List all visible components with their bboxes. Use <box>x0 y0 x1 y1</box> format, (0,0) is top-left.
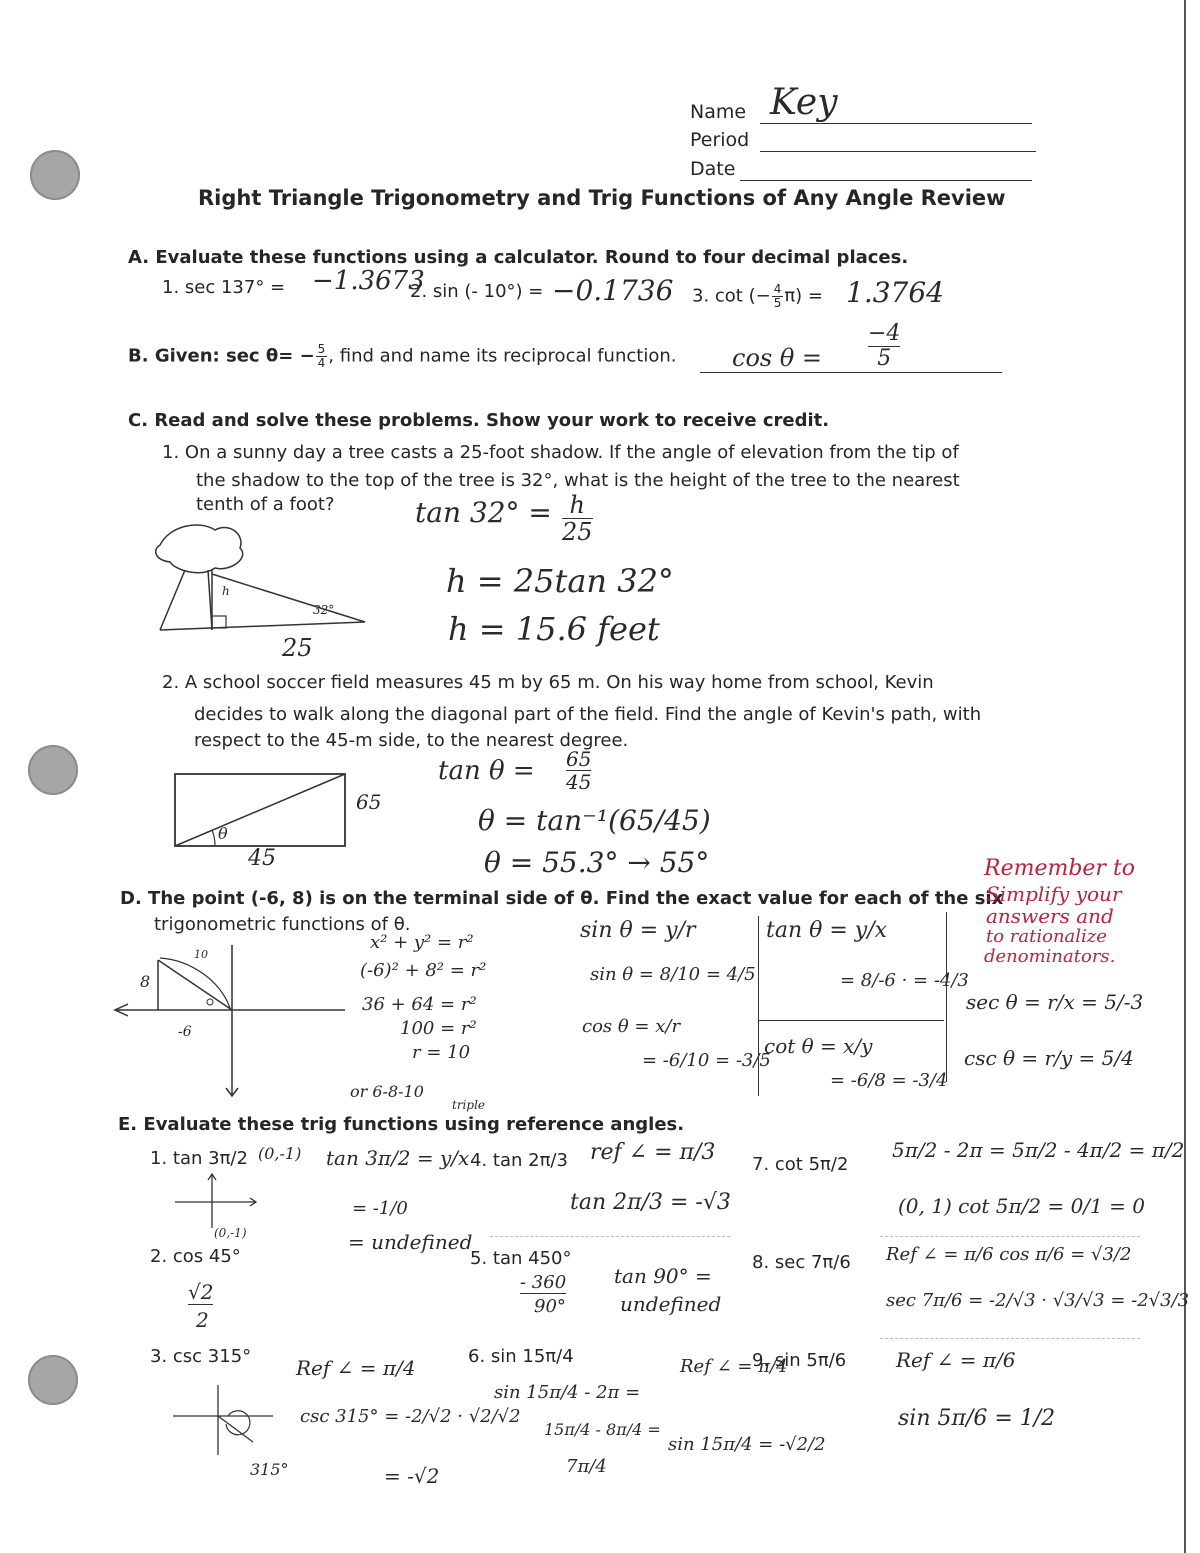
cos-def: cos θ = x/r <box>582 1016 681 1037</box>
section-b-fraction <box>316 343 328 370</box>
binder-hole-bottom <box>28 1355 78 1405</box>
reminder-line2: Simplify your <box>986 882 1122 906</box>
tan-value: = 8/-6 · = -4/3 <box>840 970 969 991</box>
coord-10-label: 10 <box>194 948 208 961</box>
e-q7: 7. cot 5π/2 <box>752 1154 849 1175</box>
divider-3 <box>946 912 947 1082</box>
sin-value: sin θ = 8/10 = 4/5 <box>590 964 756 985</box>
e-a6-answer: sin 15π/4 = -√2/2 <box>668 1434 826 1455</box>
problem2-work-tan: tan θ = <box>438 756 535 786</box>
q3-fraction <box>772 283 784 310</box>
e1-axes-label: (0,-1) <box>214 1226 247 1240</box>
field-theta-label: θ <box>218 824 228 843</box>
section-b-pre: B. Given: sec θ= − <box>128 345 315 367</box>
name-label: Name <box>690 101 747 123</box>
reminder-line5: denominators. <box>984 946 1116 967</box>
section-d-work-2: (-6)² + 8² = r² <box>360 960 487 981</box>
reminder-line3: answers and <box>986 904 1114 928</box>
e-a7-line1: 5π/2 - 2π = 5π/2 - 4π/2 = π/2 <box>892 1138 1185 1162</box>
field-side-label: 65 <box>356 790 382 814</box>
scan-edge <box>1184 0 1186 1553</box>
section-d-work-4: 100 = r² <box>400 1018 477 1039</box>
e-a3-answer: = -√2 <box>384 1464 440 1488</box>
cos-value: = -6/10 = -3/5 <box>642 1050 771 1071</box>
cot-value: = -6/8 = -3/4 <box>830 1070 948 1091</box>
problem2-answer: θ = 55.3° → 55° <box>484 846 710 879</box>
section-e-heading: E. Evaluate these trig functions using reference angles. <box>118 1114 685 1135</box>
e-a4-value: tan 2π/3 = -√3 <box>570 1190 731 1215</box>
section-b-answer-num: −4 <box>868 321 901 346</box>
section-d-work-6: or 6-8-10 <box>350 1082 424 1101</box>
e-q8: 8. sec 7π/6 <box>752 1252 851 1273</box>
cot-def: cot θ = x/y <box>764 1034 873 1058</box>
section-b-answer-den: 5 <box>877 346 892 371</box>
e-q5: 5. tan 450° <box>470 1248 572 1269</box>
e-a3-work: csc 315° = -2/√2 · √2/√2 <box>300 1406 521 1427</box>
coordinate-figure <box>110 940 350 1100</box>
section-d-work-7: triple <box>452 1098 486 1112</box>
section-d-work-1: x² + y² = r² <box>370 932 474 953</box>
section-a-answer2: −0.1736 <box>552 274 674 307</box>
reminder-line1: Remember to <box>984 856 1136 881</box>
divider-2 <box>758 1020 944 1021</box>
e-a8-line1: Ref ∠ = π/6 cos π/6 = √3/2 <box>886 1244 1132 1265</box>
e-q4: 4. tan 2π/3 <box>470 1150 568 1171</box>
section-a-q1: 1. sec 137° = <box>162 277 286 298</box>
e-divider-c <box>880 1338 1140 1339</box>
q3-post: π) = <box>784 285 824 307</box>
q3-den: 5 <box>773 296 782 310</box>
period-line <box>760 151 1036 152</box>
divider-1 <box>758 916 759 1096</box>
section-a-q2: 2. sin (- 10°) = <box>410 281 544 302</box>
problem1-line1: 1. On a sunny day a tree casts a 25-foot shadow. If the angle of elevation from the tip of <box>162 442 959 463</box>
e-a1-line1: tan 3π/2 = y/x <box>326 1146 470 1170</box>
e-a8-line2: sec 7π/6 = -2/√3 · √3/√3 = -2√3/3 <box>886 1290 1190 1311</box>
section-b-answer-fraction <box>868 322 900 371</box>
section-b-den: 4 <box>317 356 326 370</box>
section-d-line2: trigonometric functions of θ. <box>154 914 411 935</box>
name-value: Key <box>770 82 838 123</box>
e-a6-step2: 15π/4 - 8π/4 = <box>544 1420 661 1439</box>
e3-angle-label: 315° <box>250 1460 289 1479</box>
period-label: Period <box>690 129 750 151</box>
date-line <box>740 180 1032 181</box>
section-d-work-3: 36 + 64 = r² <box>362 994 477 1015</box>
date-label: Date <box>690 158 736 180</box>
section-b-num: 5 <box>317 342 326 356</box>
section-a-q3 <box>692 283 823 310</box>
sec-value: sec θ = r/x = 5/-3 <box>966 990 1144 1014</box>
e-a5-result: 90° <box>534 1296 566 1317</box>
problem1-line3: tenth of a foot? <box>196 494 335 515</box>
binder-hole-middle <box>28 745 78 795</box>
section-a-answer1: −1.3673 <box>312 266 425 296</box>
section-b-question <box>128 343 676 370</box>
e-a7-line2: (0, 1) cot 5π/2 = 0/1 = 0 <box>898 1194 1145 1218</box>
section-b-answer-line <box>700 372 1002 373</box>
e3-axes-figure <box>168 1380 278 1460</box>
coord-8-label: 8 <box>140 972 151 991</box>
e-a1-line2: = -1/0 <box>352 1198 408 1219</box>
binder-hole-top <box>30 150 80 200</box>
e-a4-ref: ref ∠ = π/3 <box>590 1140 716 1165</box>
field-base-label: 45 <box>248 846 276 871</box>
problem1-tan-pre: tan 32° = <box>415 496 552 529</box>
page-title: Right Triangle Trigonometry and Trig Functions of Any Angle Review <box>198 186 1006 210</box>
tree-figure <box>140 520 380 670</box>
e-a9-ref: Ref ∠ = π/6 <box>896 1348 1016 1372</box>
e-a2-num: √2 <box>188 1280 214 1304</box>
problem1-work-fraction <box>562 492 593 545</box>
section-d-line1: D. The point (-6, 8) is on the terminal side of θ. Find the exact value for each of the six <box>120 888 1004 909</box>
tree-angle-label: 32° <box>313 603 335 617</box>
e-divider-b <box>880 1236 1140 1237</box>
q3-pre: 3. cot (− <box>692 285 771 307</box>
e-a1-line3: = undefined <box>348 1230 473 1254</box>
problem1-frac-den: 25 <box>562 518 593 546</box>
e-a3-ref: Ref ∠ = π/4 <box>296 1356 416 1380</box>
e1-axes-figure <box>170 1170 270 1230</box>
problem2-work-fraction <box>566 748 591 793</box>
e-a5-sub: - 360 <box>520 1272 567 1293</box>
section-b-answer: cos θ = <box>732 344 823 372</box>
section-b-post: , find and name its reciprocal function. <box>328 345 677 367</box>
section-c-heading: C. Read and solve these problems. Show your work to receive credit. <box>128 410 830 431</box>
section-a-heading: A. Evaluate these functions using a calculator. Round to four decimal places. <box>128 247 909 268</box>
e-a2-den: 2 <box>196 1308 209 1332</box>
e-q1: 1. tan 3π/2 <box>150 1148 248 1169</box>
problem2-work-theta: θ = tan⁻¹(65/45) <box>478 804 711 837</box>
e-q2: 2. cos 45° <box>150 1246 241 1267</box>
e-a9-answer: sin 5π/6 = 1/2 <box>898 1406 1056 1431</box>
e-a6-step3: 7π/4 <box>566 1456 607 1477</box>
tree-base-label: 25 <box>282 634 313 662</box>
problem1-line2: the shadow to the top of the tree is 32°, what is the height of the tree to the nearest <box>196 470 960 491</box>
problem2-frac-num: 65 <box>566 747 592 771</box>
section-a-answer3: 1.3764 <box>846 276 944 309</box>
coord-neg6-label: -6 <box>178 1024 192 1040</box>
tan-def: tan θ = y/x <box>766 918 888 943</box>
sin-def: sin θ = y/r <box>580 918 696 943</box>
e-q6: 6. sin 15π/4 <box>468 1346 574 1367</box>
csc-value: csc θ = r/y = 5/4 <box>964 1046 1134 1070</box>
field-figure <box>170 770 350 850</box>
problem2-frac-den: 45 <box>566 770 592 794</box>
problem1-frac-num: h <box>562 492 593 519</box>
e-divider-a <box>490 1236 730 1237</box>
problem1-answer: h = 15.6 feet <box>448 610 660 648</box>
section-d-work-5: r = 10 <box>412 1042 471 1063</box>
problem2-line1: 2. A school soccer field measures 45 m by 65 m. On his way home from school, Kevin <box>162 672 934 693</box>
name-line <box>760 123 1032 124</box>
tree-height-label: h <box>222 584 230 598</box>
q3-num: 4 <box>773 282 782 296</box>
problem2-line3: respect to the 45-m side, to the nearest degree. <box>194 730 629 751</box>
reminder-line4: to rationalize <box>986 926 1107 947</box>
e-a5-answer: undefined <box>620 1292 722 1316</box>
e-q3: 3. csc 315° <box>150 1346 252 1367</box>
e-q1-point: (0,-1) <box>258 1144 302 1163</box>
problem1-work-tan <box>415 496 552 529</box>
e-a5-tan: tan 90° = <box>614 1264 712 1288</box>
e-a6-ref: Ref ∠ = π/4 <box>680 1356 788 1377</box>
e-a6-step1: sin 15π/4 - 2π = <box>494 1382 641 1403</box>
problem1-work-h: h = 25tan 32° <box>446 562 674 600</box>
problem2-line2: decides to walk along the diagonal part of the field. Find the angle of Kevin's path, with <box>194 704 982 725</box>
e-q9: 9. sin 5π/6 <box>752 1350 847 1371</box>
